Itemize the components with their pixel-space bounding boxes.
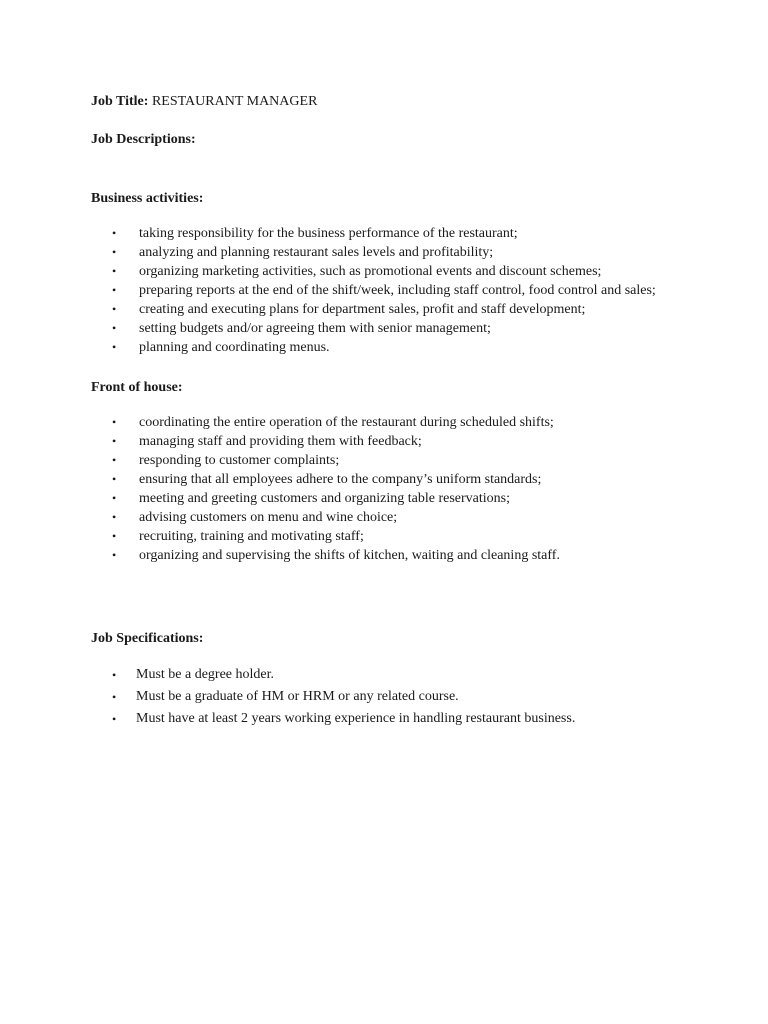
list-item [0,489,768,508]
list-item [0,281,768,300]
bullet-icon: • [112,529,117,543]
bullet-icon: • [112,690,117,704]
bullet-icon: • [112,415,117,429]
bullet-icon: • [112,264,117,278]
bullet-icon: • [112,340,117,354]
list-item-text: Must have at least 2 years working experience in handling restaurant business. [136,711,576,726]
list-item [0,262,768,281]
job-specifications-list [0,664,768,730]
list-item [0,413,768,432]
bullet-icon: • [112,434,117,448]
list-item [0,664,768,686]
list-item-text: Must be a graduate of HM or HRM or any related course. [136,689,459,704]
bullet-icon: • [112,548,117,562]
list-item-text: analyzing and planning restaurant sales levels and profitability; [139,245,494,260]
list-item-text: organizing marketing activities, such as promotional events and discount schemes; [139,264,602,279]
list-item [0,224,768,243]
list-item [0,546,768,565]
list-item-text: recruiting, training and motivating staff; [139,529,364,544]
business-activities-heading: Business activities: [91,191,204,206]
list-item [0,432,768,451]
list-item-text: advising customers on menu and wine choice; [139,510,398,525]
list-item-text: coordinating the entire operation of the restaurant during scheduled shifts; [139,415,554,430]
bullet-icon: • [112,472,117,486]
bullet-icon: • [112,712,117,726]
list-item [0,527,768,546]
job-specifications-heading: Job Specifications: [91,631,204,646]
list-item [0,300,768,319]
bullet-icon: • [112,668,117,682]
bullet-icon: • [112,226,117,240]
list-item [0,338,768,357]
bullet-icon: • [112,283,117,297]
list-item-text: creating and executing plans for department sales, profit and staff development; [139,302,586,317]
list-item-text: planning and coordinating menus. [139,340,330,355]
list-item-text: responding to customer complaints; [139,453,340,468]
bullet-icon: • [112,321,117,335]
list-item [0,470,768,489]
list-item-text: meeting and greeting customers and organizing table reservations; [139,491,511,506]
bullet-icon: • [112,510,117,524]
list-item-text: organizing and supervising the shifts of kitchen, waiting and cleaning staff. [139,548,560,563]
list-item [0,508,768,527]
list-item [0,686,768,708]
list-item-text: preparing reports at the end of the shift/week, including staff control, food control and sales; [139,283,656,298]
list-item [0,708,768,730]
list-item-text: ensuring that all employees adhere to the company’s uniform standards; [139,472,542,487]
bullet-icon: • [112,491,117,505]
job-title-label: Job Title: [91,94,149,109]
bullet-icon: • [112,302,117,316]
list-item-text: setting budgets and/or agreeing them with senior management; [139,321,491,336]
list-item [0,451,768,470]
list-item-text: Must be a degree holder. [136,667,275,682]
list-item [0,319,768,338]
list-item-text: managing staff and providing them with feedback; [139,434,422,449]
front-of-house-heading: Front of house: [91,380,183,395]
bullet-icon: • [112,245,117,259]
list-item [0,243,768,262]
front-of-house-list [0,413,768,565]
list-item-text: taking responsibility for the business performance of the restaurant; [139,226,518,241]
bullet-icon: • [112,453,117,467]
job-descriptions-heading: Job Descriptions: [91,132,196,147]
job-title [91,93,317,111]
business-activities-list [0,224,768,357]
job-title-value: RESTAURANT MANAGER [151,94,318,109]
